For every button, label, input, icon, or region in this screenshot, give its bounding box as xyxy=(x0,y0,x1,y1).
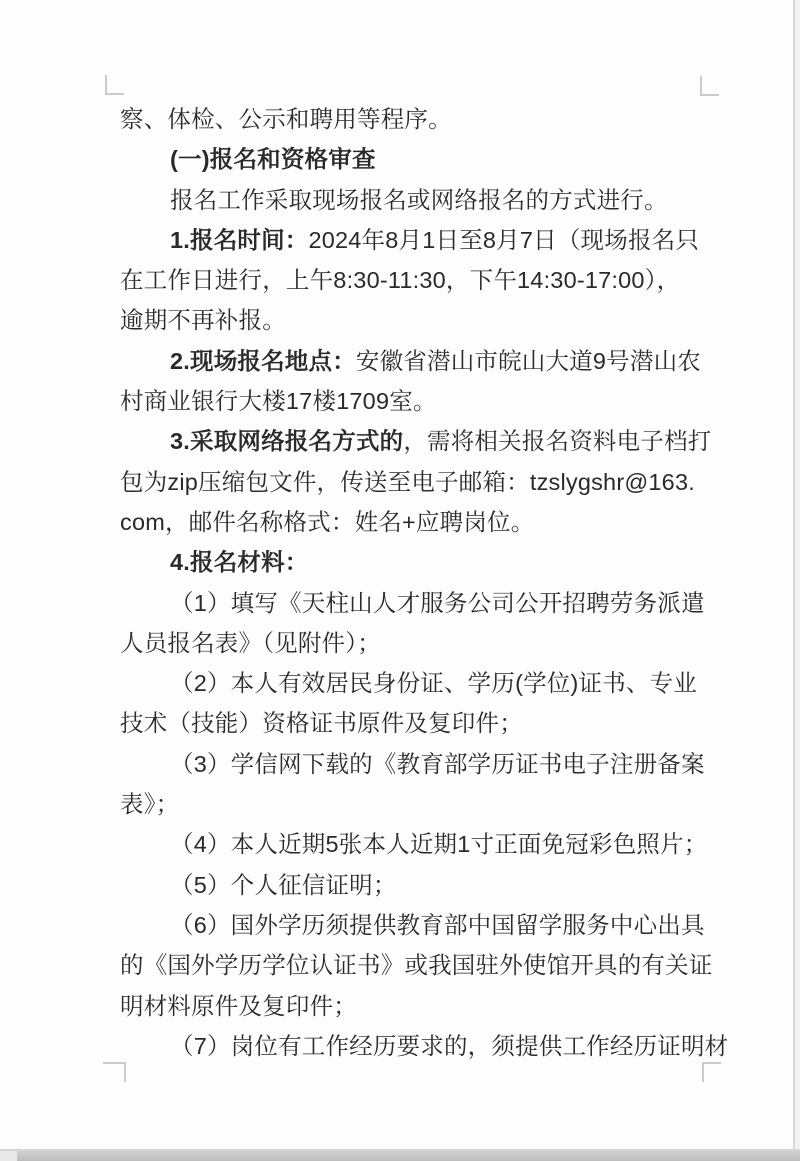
bold-lead: 4.报名材料： xyxy=(170,549,309,576)
line-text: 察、体检、公示和聘用等程序。 xyxy=(120,106,452,132)
line-text: 技术（技能）资格证书原件及复印件； xyxy=(120,710,523,737)
line-text: 在工作日进行，上午8:30-11:30，下午14:30-17:00）， xyxy=(120,267,681,294)
text-line xyxy=(120,1026,800,1066)
text-line xyxy=(120,220,800,260)
text-line xyxy=(120,341,800,381)
line-text: 包为zip压缩包文件，传送至电子邮箱：tzslygshr@163. xyxy=(120,468,695,495)
line-text: （5）个人征信证明； xyxy=(170,871,397,898)
line-text: ，需将相关报名资料电子档打 xyxy=(403,428,712,455)
line-text: （3）学信网下载的《教育部学历证书电子注册备案 xyxy=(170,750,705,777)
text-line xyxy=(120,663,800,703)
line-text: 村商业银行大楼17楼1709室。 xyxy=(120,388,437,415)
text-line xyxy=(120,260,800,300)
line-text: 表》； xyxy=(120,791,180,818)
line-text: com，邮件名称格式：姓名+应聘岗位。 xyxy=(120,508,535,535)
text-line xyxy=(120,784,800,824)
text-line xyxy=(120,623,800,663)
crop-mark-top-left xyxy=(105,75,124,95)
text-line xyxy=(120,462,800,502)
page-edge-right-shadow xyxy=(793,0,800,1149)
line-text: 人员报名表》（见附件）； xyxy=(120,629,381,656)
line-text: （2）本人有效居民身份证、学历(学位)证书、专业 xyxy=(170,670,698,697)
text-line xyxy=(120,421,800,461)
line-text: 的《国外学历学位认证书》或我国驻外使馆开具的有关证 xyxy=(120,952,713,979)
line-text: （1）填写《天柱山人才服务公司公开招聘劳务派遣 xyxy=(170,589,705,616)
line-text: 2024年8月1日至8月7日（现场报名只 xyxy=(308,226,700,253)
text-line xyxy=(120,583,800,623)
text-line xyxy=(120,542,800,582)
text-line xyxy=(120,300,800,340)
text-line xyxy=(120,703,800,743)
line-text: （6）国外学历须提供教育部中国留学服务中心出具 xyxy=(170,911,705,938)
text-line xyxy=(120,502,800,542)
line-text: 安徽省潜山市皖山大道9号潜山农 xyxy=(355,347,701,374)
bold-lead: 1.报名时间： xyxy=(170,226,309,253)
crop-mark-top-right xyxy=(700,76,719,96)
text-line xyxy=(120,180,800,220)
line-text: （4）本人近期5张本人近期1寸正面免冠彩色照片； xyxy=(170,831,708,858)
line-text: 明材料原件及复印件； xyxy=(120,992,357,1019)
text-line xyxy=(120,945,800,985)
bold-lead: 2.现场报名地点： xyxy=(170,347,356,374)
bold-lead: (一)报名和资格审查 xyxy=(170,146,376,173)
line-text: 逾期不再补报。 xyxy=(120,307,286,334)
text-line xyxy=(120,824,800,864)
document-text xyxy=(120,99,800,1066)
line-text: 报名工作采取现场报名或网络报名的方式进行。 xyxy=(170,186,668,213)
bold-lead: 3.采取网络报名方式的 xyxy=(170,428,404,455)
text-line xyxy=(120,986,800,1026)
page-edge-bottom-notch xyxy=(0,1151,17,1161)
text-line xyxy=(120,99,800,139)
text-line xyxy=(120,139,800,179)
text-line xyxy=(120,381,800,421)
text-line xyxy=(120,744,800,784)
text-line xyxy=(120,865,800,905)
text-line xyxy=(120,905,800,945)
line-text: （7）岗位有工作经历要求的，须提供工作经历证明材 xyxy=(170,1032,729,1059)
page-edge-bottom-shadow xyxy=(0,1149,800,1161)
